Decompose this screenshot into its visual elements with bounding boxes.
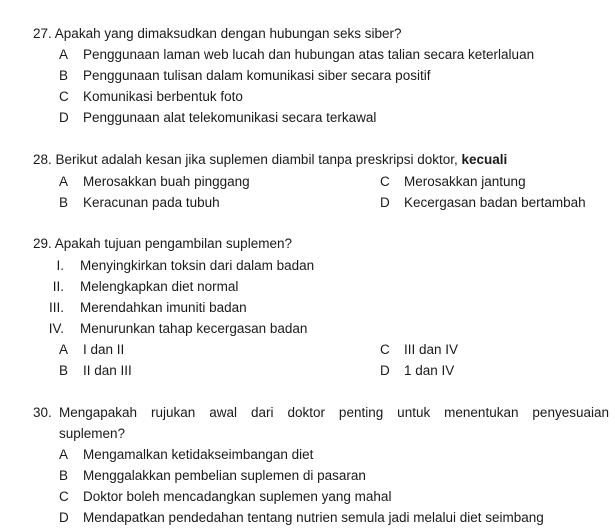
option-letter: D	[380, 195, 390, 210]
option-a[interactable]	[59, 447, 313, 463]
question-28-stem	[33, 152, 507, 168]
option-a[interactable]	[59, 47, 534, 63]
question-number: 30.	[33, 405, 52, 420]
option-text: Mengamalkan ketidakseimbangan diet	[83, 447, 314, 462]
option-a[interactable]	[59, 342, 124, 358]
option-c[interactable]	[380, 342, 458, 358]
option-letter: B	[59, 468, 69, 483]
option-b[interactable]	[59, 195, 220, 211]
option-c[interactable]	[59, 489, 391, 505]
option-text: II dan III	[83, 363, 132, 378]
option-text: Merosakkan jantung	[404, 174, 526, 189]
option-letter: B	[59, 363, 69, 378]
statement-text: Merendahkan imuniti badan	[80, 300, 247, 315]
statement-numeral: IV.	[48, 321, 64, 336]
option-b[interactable]	[59, 468, 366, 484]
statement-iii	[42, 300, 247, 316]
question-30-stem-line2: suplemen?	[59, 426, 126, 441]
statement-text: Melengkapkan diet normal	[80, 279, 239, 294]
option-letter: D	[59, 110, 69, 125]
option-text: Merosakkan buah pinggang	[83, 174, 250, 189]
statement-iv	[42, 321, 307, 337]
option-text: I dan II	[83, 342, 125, 357]
option-letter: A	[59, 342, 69, 357]
option-text: Penggunaan alat telekomunikasi secara terkawal	[83, 110, 377, 125]
option-text: Penggunaan tulisan dalam komunikasi siber secara positif	[83, 68, 431, 83]
question-number: 28.	[33, 152, 52, 167]
option-text: III dan IV	[404, 342, 459, 357]
option-letter: B	[59, 68, 69, 83]
question-27-stem	[33, 26, 402, 42]
option-c[interactable]	[380, 174, 526, 190]
option-text: Mendapatkan pendedahan tentang nutrien semula jadi melalui diet seimbang	[83, 510, 544, 525]
option-letter: A	[59, 174, 69, 189]
option-letter: A	[59, 47, 69, 62]
question-keyword: kecuali	[461, 152, 508, 167]
question-text: Apakah tujuan pengambilan suplemen?	[54, 236, 292, 251]
option-letter: A	[59, 447, 69, 462]
question-number: 27.	[33, 26, 52, 41]
statement-ii	[42, 279, 238, 295]
option-d[interactable]	[59, 110, 376, 126]
question-text: Berikut adalah kesan jika suplemen diambil tanpa preskripsi doktor,	[55, 152, 458, 167]
option-text: Komunikasi berbentuk foto	[83, 89, 243, 104]
option-letter: D	[380, 363, 390, 378]
option-b[interactable]	[59, 68, 430, 84]
statement-text: Menurunkan tahap kecergasan badan	[80, 321, 308, 336]
option-text: Keracunan pada tubuh	[83, 195, 220, 210]
option-d[interactable]	[380, 363, 454, 379]
question-30-stem-line1: Mengapakah rujukan awal dari doktor penting untuk menentukan penyesuaian	[59, 405, 609, 420]
statement-numeral: III.	[48, 300, 64, 315]
option-c[interactable]	[59, 89, 243, 105]
option-letter: D	[59, 510, 69, 525]
option-text: Kecergasan badan bertambah	[404, 195, 586, 210]
option-d[interactable]	[59, 510, 544, 526]
option-letter: C	[59, 489, 69, 504]
statement-numeral: II.	[52, 279, 64, 294]
option-letter: C	[380, 174, 390, 189]
option-letter: B	[59, 195, 69, 210]
statement-text: Menyingkirkan toksin dari dalam badan	[80, 258, 315, 273]
option-text: Doktor boleh mencadangkan suplemen yang mahal	[83, 489, 392, 504]
question-29-stem	[33, 236, 292, 252]
statement-numeral: I.	[56, 258, 64, 273]
option-text: Menggalakkan pembelian suplemen di pasaran	[83, 468, 366, 483]
question-text: Apakah yang dimaksudkan dengan hubungan seks siber?	[54, 26, 402, 41]
option-letter: C	[59, 89, 69, 104]
option-a[interactable]	[59, 174, 250, 190]
option-text: Penggunaan laman web lucah dan hubungan atas talian secara keterlaluan	[83, 47, 535, 62]
option-b[interactable]	[59, 363, 132, 379]
question-number: 29.	[33, 236, 52, 251]
option-letter: C	[380, 342, 390, 357]
option-d[interactable]	[380, 195, 586, 211]
statement-i	[42, 258, 314, 274]
option-text: 1 dan IV	[404, 363, 455, 378]
